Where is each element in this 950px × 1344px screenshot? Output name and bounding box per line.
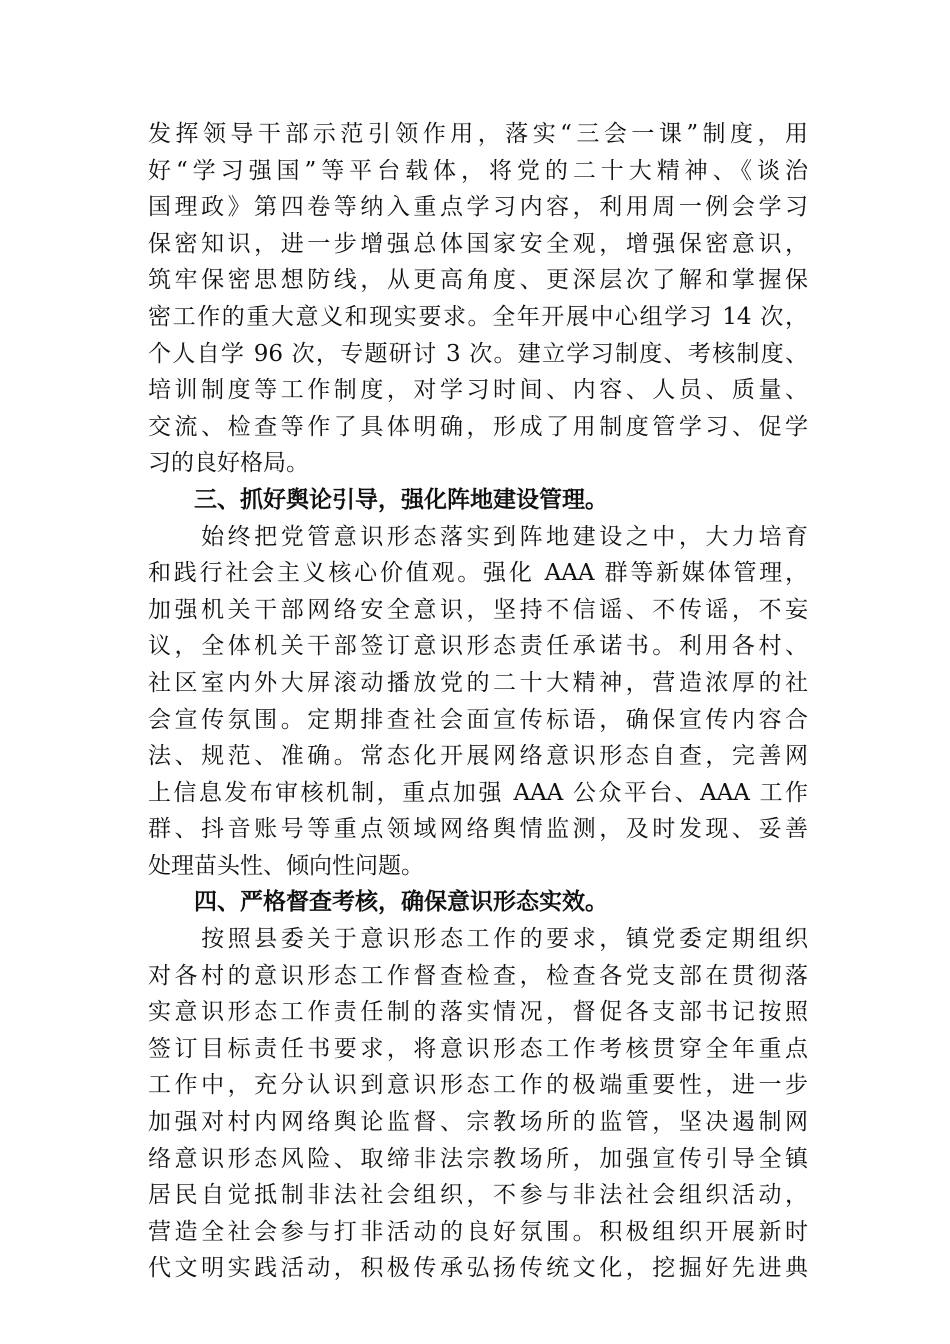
body-line: 加强机关干部网络安全意识，坚持不信谣、不传谣，不妄 (148, 596, 808, 623)
body-line: 居民自觉抵制非法社会组织，不参与非法社会组织活动， (148, 1182, 808, 1209)
body-line: 好“学习强国”等平台载体，将党的二十大精神、《谈治 (148, 157, 808, 184)
body-line: 发挥领导干部示范引领作用，落实“三会一课”制度，用 (148, 121, 808, 147)
body-line: 法、规范、准确。常态化开展网络意识形态自查，完善网 (148, 743, 808, 770)
document-body (148, 116, 808, 1287)
body-line: 会宣传氛围。定期排查社会面宣传标语，确保宣传内容合 (148, 706, 808, 733)
body-line: 议，全体机关干部签订意识形态责任承诺书。利用各村、 (148, 633, 808, 660)
body-line: 保密知识，进一步增强总体国家安全观，增强保密意识， (148, 230, 808, 257)
body-line: 对各村的意识形态工作督查检查，检查各党支部在贯彻落 (148, 962, 808, 989)
body-line: 实意识形态工作责任制的落实情况，督促各支部书记按照 (148, 999, 808, 1026)
body-line: 代文明实践活动，积极传承弘扬传统文化，挖掘好先进典 (148, 1255, 808, 1282)
body-line: 社区室内外大屏滚动播放党的二十大精神，营造浓厚的社 (148, 669, 808, 696)
body-line: 加强对村内网络舆论监督、宗教场所的监管，坚决遏制网 (148, 1109, 808, 1136)
body-line: 和践行社会主义核心价值观。强化 AAA 群等新媒体管理， (148, 560, 808, 587)
body-line: 培训制度等工作制度，对学习时间、内容、人员、质量、 (148, 377, 808, 404)
body-line: 习的良好格局。 (148, 450, 309, 477)
body-line: 密工作的重大意义和现实要求。全年开展中心组学习 14 次， (148, 303, 808, 330)
body-line: 工作中，充分认识到意识形态工作的极端重要性，进一步 (148, 1072, 808, 1099)
body-line: 国理政》第四卷等纳入重点学习内容，利用周一例会学习 (148, 194, 808, 221)
body-line: 签订目标责任书要求，将意识形态工作考核贯穿全年重点 (148, 1035, 808, 1062)
section-heading-4: 四、严格督查考核，确保意识形态实效。 (194, 889, 608, 916)
body-line: 络意识形态风险、取缔非法宗教场所，加强宣传引导全镇 (148, 1145, 808, 1172)
body-line: 交流、检查等作了具体明确，形成了用制度管学习、促学 (148, 413, 808, 440)
body-line: 按照县委关于意识形态工作的要求，镇党委定期组织 (148, 926, 808, 953)
body-line: 个人自学 96 次，专题研讨 3 次。建立学习制度、考核制度、 (148, 340, 808, 367)
body-line: 群、抖音账号等重点领域网络舆情监测，及时发现、妥善 (148, 816, 808, 843)
body-line: 始终把党管意识形态落实到阵地建设之中，大力培育 (148, 523, 808, 550)
body-line: 处理苗头性、倾向性问题。 (148, 852, 424, 879)
body-line: 筑牢保密思想防线，从更高角度、更深层次了解和掌握保 (148, 267, 808, 294)
body-line: 营造全社会参与打非活动的良好氛围。积极组织开展新时 (148, 1218, 808, 1245)
section-heading-3: 三、抓好舆论引导，强化阵地建设管理。 (194, 486, 608, 513)
body-line: 上信息发布审核机制，重点加强 AAA 公众平台、AAA 工作 (148, 779, 808, 806)
